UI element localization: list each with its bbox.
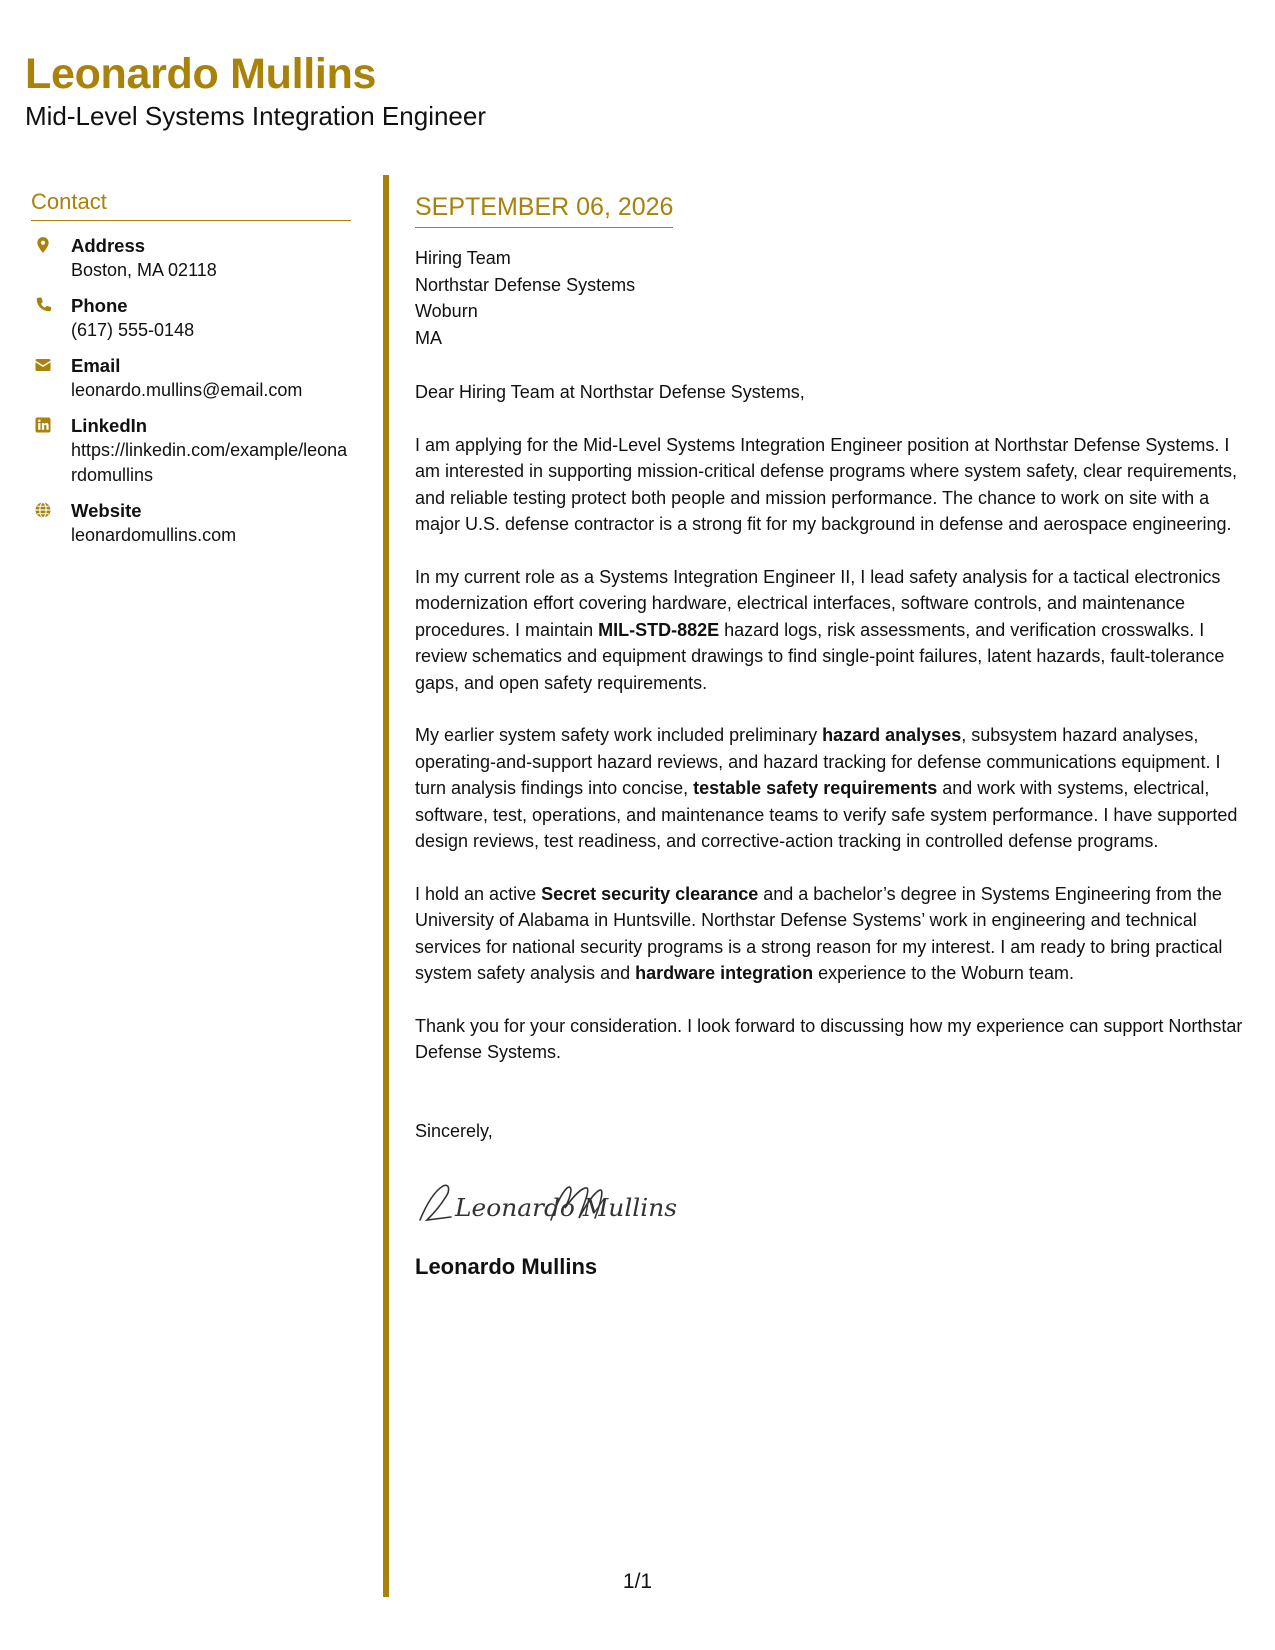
closing: Sincerely, — [415, 1120, 493, 1141]
paragraph-text: Thank you for your consideration. I look forward to discussing how my experience can support Northstar Defense Systems. — [415, 1015, 1243, 1062]
bold-keyword: MIL-STD-882E — [598, 619, 720, 640]
recipient-line: Hiring Team — [415, 248, 511, 268]
contact-phone — [31, 293, 351, 343]
contact-label: Phone — [71, 295, 128, 316]
letter-date: SEPTEMBER 06, 2026 — [415, 190, 673, 228]
linkedin-value[interactable]: https://linkedin.com/example/leonardomullins — [71, 440, 348, 485]
contact-sidebar — [31, 188, 351, 548]
website-value[interactable]: leonardomullins.com — [71, 525, 237, 545]
phone-value: (617) 555-0148 — [71, 320, 195, 340]
paragraph-3 — [415, 722, 1253, 855]
contact-label: Email — [71, 355, 121, 376]
page-number: 1/1 — [622, 1570, 653, 1593]
paragraph-text: My earlier system safety work included preliminary — [415, 725, 823, 745]
contact-list — [31, 233, 351, 548]
contact-email — [31, 353, 351, 403]
paragraph-2 — [415, 564, 1253, 697]
bold-keyword: Secret security clearance — [541, 883, 759, 904]
envelope-icon — [34, 356, 52, 374]
signature-name: Leonardo Mullins — [415, 1254, 598, 1279]
letter-body — [415, 190, 1253, 1282]
contact-label: LinkedIn — [71, 415, 148, 436]
bold-keyword: hazard analyses — [822, 725, 962, 745]
job-title: Mid-Level Systems Integration Engineer — [25, 101, 487, 131]
salutation: Dear Hiring Team at Northstar Defense Systems, — [415, 382, 805, 402]
linkedin-icon — [34, 416, 52, 434]
contact-linkedin — [31, 413, 351, 488]
applicant-name: Leonardo Mullins — [25, 50, 377, 98]
paragraph-text: and work with systems, electrical, software, test, operations, and maintenance teams to verify safe system performance. I have supported design reviews, test readiness, and corrective-action tracking in controlled defense programs. — [415, 778, 1238, 851]
recipient-state: MA — [415, 327, 442, 348]
contact-address — [31, 233, 351, 283]
paragraph-text: , subsystem hazard analyses, operating-and-support hazard reviews, and hazard tracking for defense communications equipment. I turn analysis findings into concise, — [415, 725, 1221, 798]
contact-website — [31, 498, 351, 548]
paragraph-text: experience to the Woburn team. — [813, 963, 1074, 983]
paragraph-text: I hold an active — [415, 883, 542, 904]
paragraph-5 — [415, 1013, 1253, 1066]
signature-text: Leonardo Mullins — [453, 1194, 677, 1222]
paragraph-4 — [415, 881, 1253, 987]
signature-image — [415, 1178, 685, 1228]
globe-icon — [34, 501, 52, 519]
paragraph-1 — [415, 432, 1253, 538]
contact-label: Website — [71, 500, 142, 521]
contact-heading: Contact — [31, 188, 351, 221]
recipient-company: Northstar Defense Systems — [415, 274, 636, 295]
bold-keyword: hardware integration — [635, 963, 814, 983]
contact-label: Address — [71, 235, 146, 256]
bold-keyword: testable safety requirements — [693, 778, 938, 798]
paragraph-text: hazard logs, risk assessments, and verification crosswalks. I review schematics and equipment drawings to find single-point failures, latent hazards, fault-tolerance gaps, and open safety requirements. — [415, 619, 1225, 693]
map-pin-icon — [34, 236, 52, 254]
paragraph-text: and a bachelor’s degree in Systems Engineering from the University of Alabama in Huntsville. Northstar Defense Systems’ work in engineering and technical services for national security programs is a strong reason for my interest. I am ready to bring practical system safety analysis and — [415, 883, 1223, 983]
paragraph-text: I am applying for the Mid-Level Systems Integration Engineer position at Northstar Defense Systems. I am interested in supporting mission-critical defense programs where system safety, clear requirements, and reliable testing protect both people and mission performance. The chance to work on site with a major U.S. defense contractor is a strong fit for my background in defense and aerospace engineering. — [415, 434, 1238, 534]
address-value: Boston, MA 02118 — [71, 260, 217, 280]
recipient-city: Woburn — [415, 301, 478, 321]
letter-header — [25, 48, 1225, 133]
email-value: leonardo.mullins@email.com — [71, 380, 303, 400]
phone-icon — [34, 296, 52, 314]
recipient-block — [415, 245, 1253, 351]
paragraph-text: In my current role as a Systems Integration Engineer II, I lead safety analysis for a tactical electronics modernization effort covering hardware, electrical interfaces, software controls, and maintenance procedures. I maintain — [415, 566, 1221, 640]
column-divider — [383, 175, 389, 1597]
